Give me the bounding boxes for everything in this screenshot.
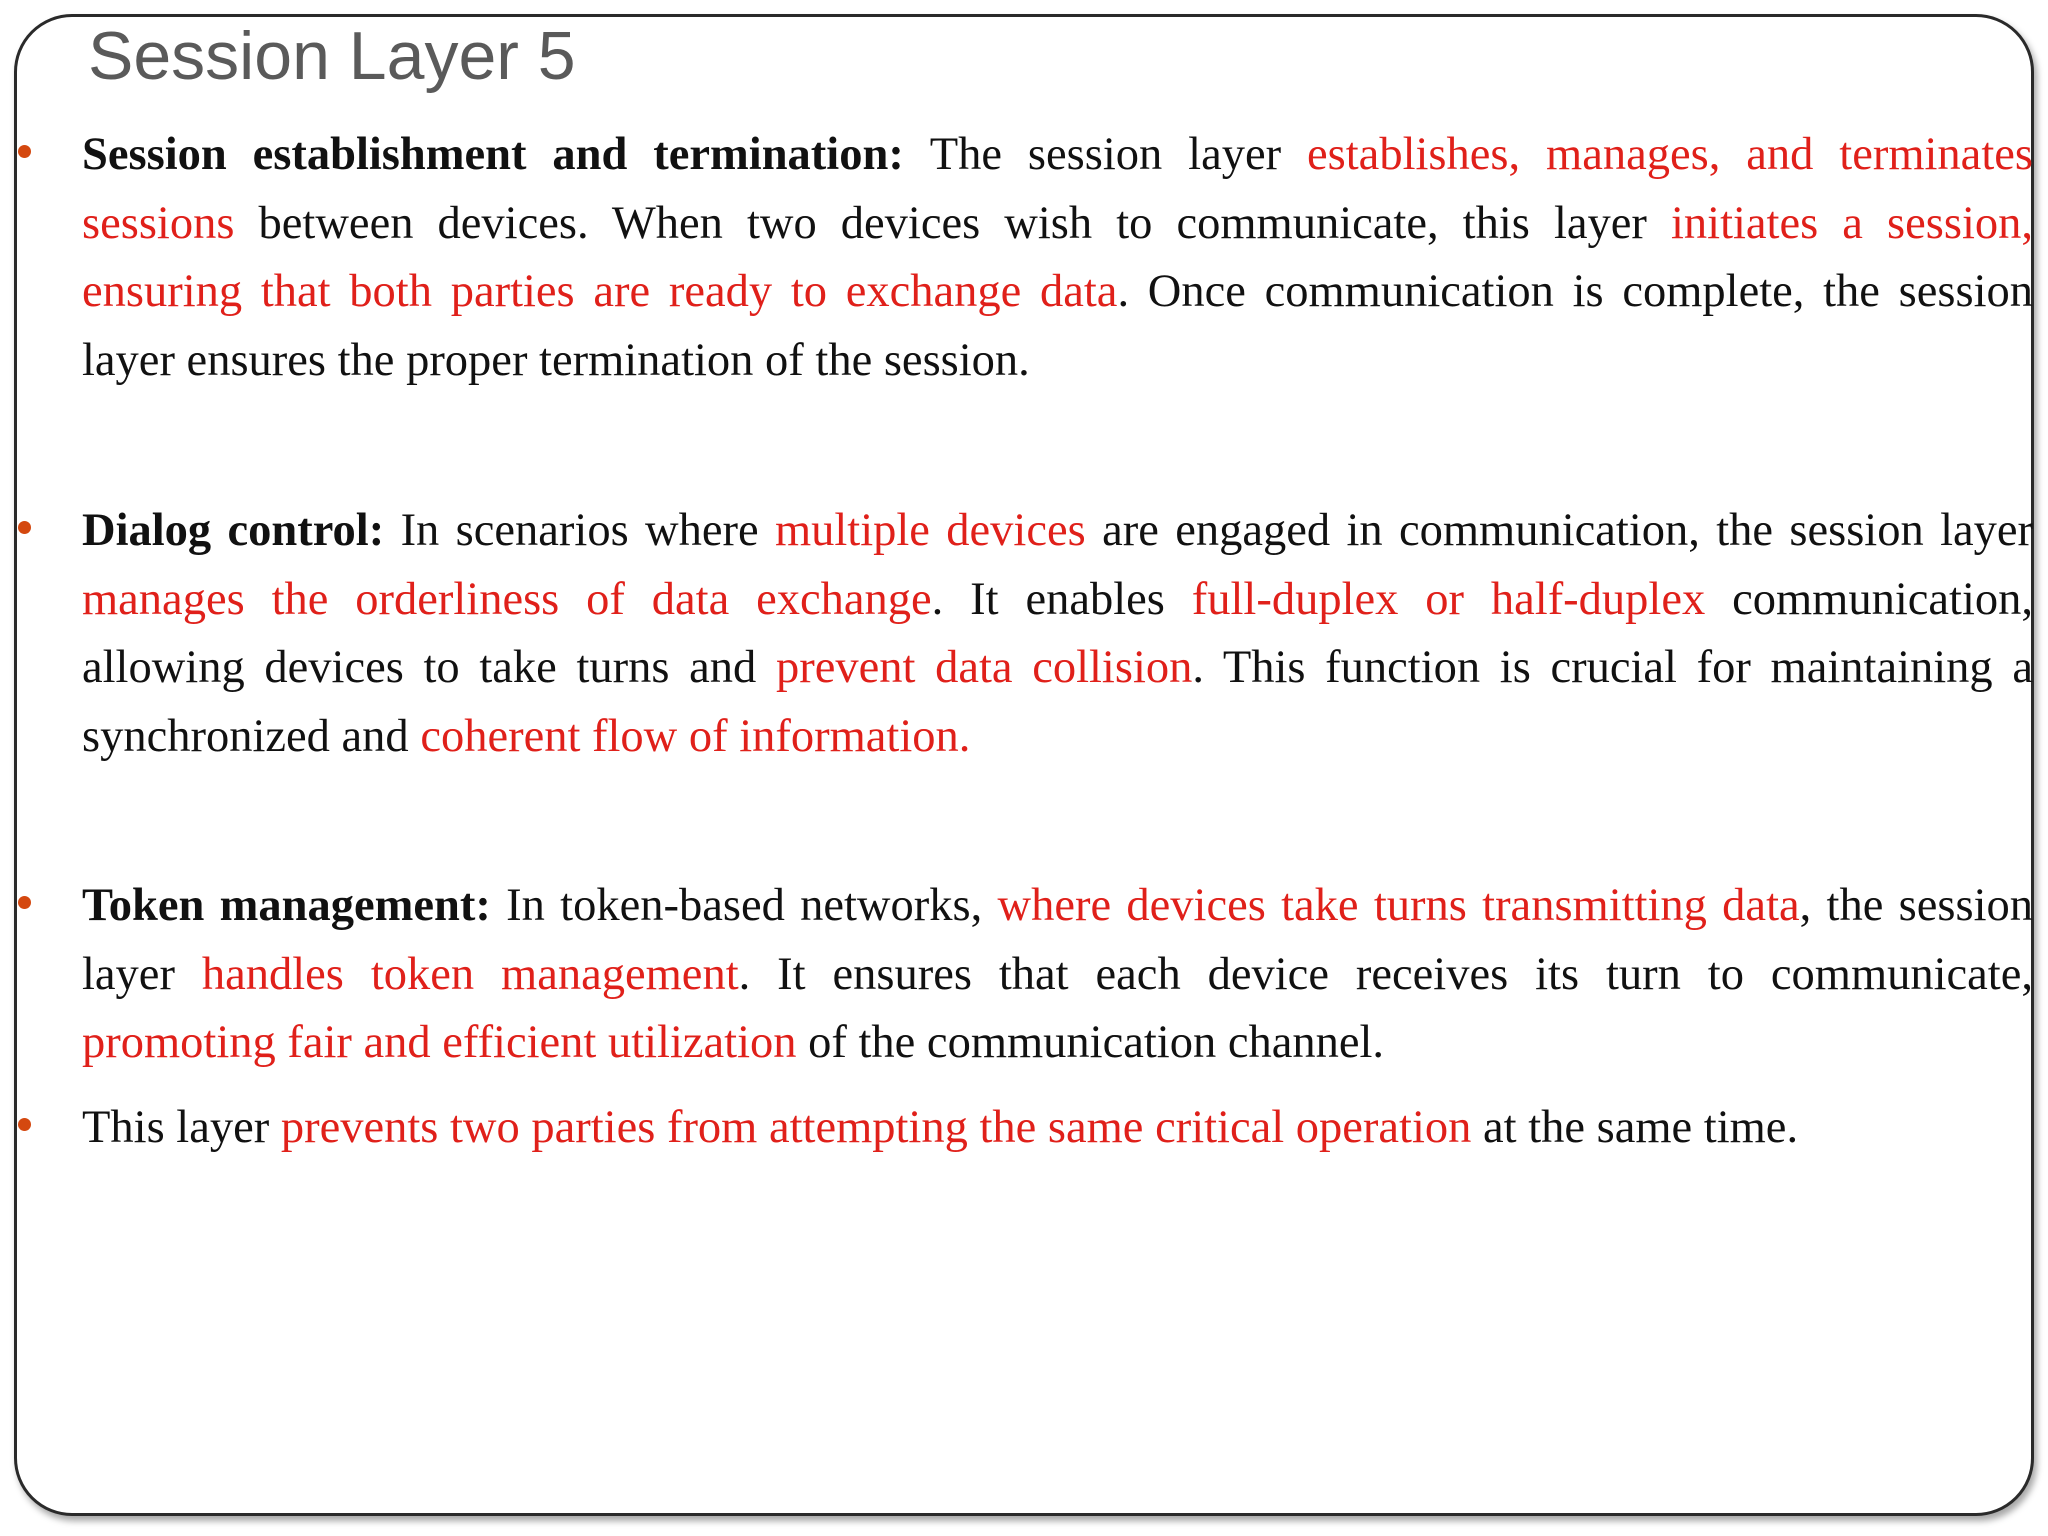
bullet-heading: Token management: [82,880,507,931]
highlight-text: promoting fair and efficient utilization [82,1017,797,1068]
bullet-text: In scenarios where [400,505,775,556]
bullet-text: . It ensures that each device receives its turn to communicate, [738,948,2033,1000]
bullet-critical-operation [82,1094,2034,1163]
highlight-text: prevent data collision [775,642,1193,693]
bullet-dot-icon [18,521,31,534]
bullet-text: . It enables [931,573,1192,625]
highlight-text: where devices take turns transmitting data [997,880,1800,931]
slide-title: Session Layer 5 [88,18,576,94]
bullet-text: , the session layer [82,880,2034,1000]
highlight-text: initiates a session, ensuring that both parties are ready to exchange data [82,197,2033,317]
bullet-heading: Session establishment and termination: [82,129,930,180]
bullet-text: are engaged in communication, the session layer [1085,505,2034,556]
highlight-text: handles token management [201,948,739,1000]
bullet-text: In token-based networks, [506,880,998,931]
bullet-token-management [82,872,2034,1078]
bullet-text: of the communication channel. [796,1017,1385,1068]
bullet-text: This layer [82,1102,281,1153]
bullet-dot-icon [18,1118,31,1131]
highlight-text: prevents two parties from attempting the same critical operation [280,1102,1472,1153]
bullet-dot-icon [18,896,31,909]
highlight-text: establishes, manages, and terminates sessions [82,129,2033,249]
bullet-dot-icon [18,145,31,158]
bullet-heading: Dialog control: [82,505,401,556]
highlight-text: full-duplex or half-duplex [1191,573,1706,625]
bullet-text: The session layer [929,129,1308,180]
bullet-text: . This function is crucial for maintaining a synchronized and [82,642,2033,762]
bullet-dialog-control [82,497,2034,771]
bullet-text: at the same time. [1471,1102,1799,1153]
bullet-text: communication, allowing devices to take turns and [82,573,2034,693]
bullet-text: . Once communication is complete, the session layer ensures the proper termination of the session. [82,266,2033,386]
highlight-text: coherent flow of information. [420,710,971,762]
highlight-text: manages the orderliness of data exchange [82,573,932,625]
highlight-text: multiple devices [774,505,1086,556]
bullet-session-establishment [82,121,2034,395]
bullet-text: between devices. When two devices wish to communicate, this layer [234,197,1671,249]
